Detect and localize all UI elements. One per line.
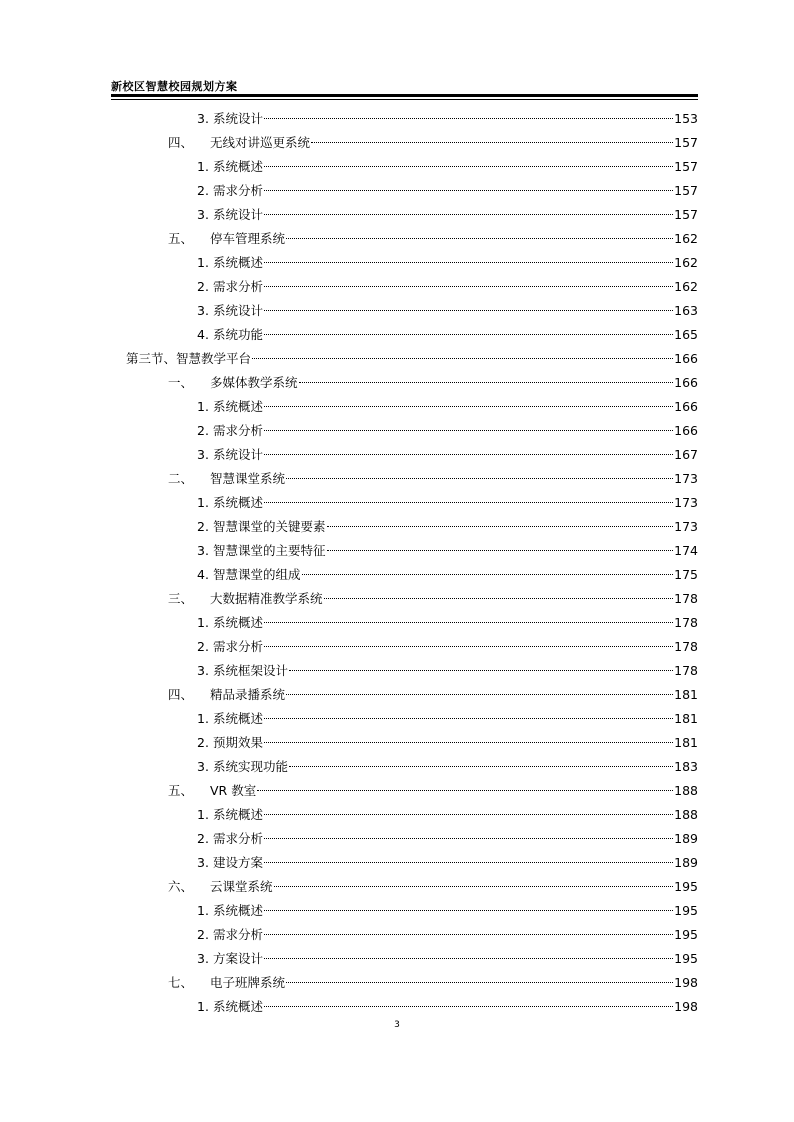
toc-dot-leader	[289, 766, 673, 767]
toc-entry[interactable]	[168, 877, 698, 897]
toc-dot-leader	[264, 742, 673, 743]
toc-dot-leader	[286, 478, 673, 479]
toc-entry-page: 166	[674, 375, 698, 390]
toc-entry-number: 2.	[197, 639, 213, 654]
toc-entry-page: 198	[674, 975, 698, 990]
toc-entry-title: 系统设计	[213, 207, 264, 222]
toc-dot-leader	[264, 934, 673, 935]
toc-entry-page: 173	[674, 471, 698, 486]
toc-entry-title: VR 教室	[210, 783, 257, 798]
toc-entry-page: 166	[674, 351, 698, 366]
toc-entry-number: 1.	[197, 615, 213, 630]
toc-entry[interactable]	[197, 109, 698, 129]
toc-entry-title: 系统功能	[213, 327, 264, 342]
toc-entry-title: 智慧课堂的组成	[213, 567, 301, 582]
toc-entry-title: 智慧课堂的主要特征	[213, 543, 326, 558]
page-number: 3	[394, 1020, 400, 1030]
toc-entry-page: 157	[674, 135, 698, 150]
toc-entry-number: 1.	[197, 159, 213, 174]
toc-entry-number: 2.	[197, 279, 213, 294]
toc-dot-leader	[264, 166, 673, 167]
toc-entry[interactable]	[197, 709, 698, 729]
toc-entry[interactable]	[197, 829, 698, 849]
toc-entry-number: 3.	[197, 207, 213, 222]
toc-entry-number: 3.	[197, 855, 213, 870]
toc-entry-title: 系统概述	[213, 807, 264, 822]
toc-entry[interactable]	[197, 205, 698, 225]
toc-entry[interactable]	[197, 445, 698, 465]
toc-entry-title: 多媒体教学系统	[210, 375, 298, 390]
toc-entry[interactable]	[197, 541, 698, 561]
toc-entry-number: 四、	[168, 135, 194, 150]
toc-entry-page: 178	[674, 615, 698, 630]
toc-dot-leader	[302, 574, 674, 575]
toc-entry[interactable]	[168, 685, 698, 705]
toc-entry-number: 3.	[197, 111, 213, 126]
toc-entry[interactable]	[197, 805, 698, 825]
toc-dot-leader	[264, 454, 673, 455]
toc-entry[interactable]	[168, 133, 698, 153]
toc-entry[interactable]	[168, 589, 698, 609]
toc-dot-leader	[252, 358, 673, 359]
toc-dot-leader	[264, 718, 673, 719]
toc-entry-number: 二、	[168, 471, 194, 486]
toc-entry[interactable]	[197, 421, 698, 441]
toc-dot-leader	[286, 982, 673, 983]
toc-entry-title: 精品录播系统	[210, 687, 286, 702]
toc-entry-page: 181	[674, 711, 698, 726]
toc-dot-leader	[264, 646, 673, 647]
toc-dot-leader	[264, 814, 673, 815]
toc-dot-leader	[327, 550, 674, 551]
toc-entry-title: 系统设计	[213, 447, 264, 462]
toc-entry[interactable]	[168, 973, 698, 993]
toc-entry-number: 2.	[197, 927, 213, 942]
toc-entry-title: 系统概述	[213, 615, 264, 630]
toc-dot-leader	[264, 1006, 673, 1007]
toc-entry-title: 预期效果	[213, 735, 264, 750]
toc-dot-leader	[264, 910, 673, 911]
toc-entry[interactable]	[197, 757, 698, 777]
toc-dot-leader	[311, 142, 673, 143]
toc-entry[interactable]	[197, 325, 698, 345]
toc-entry[interactable]	[197, 565, 698, 585]
toc-dot-leader	[264, 838, 673, 839]
toc-dot-leader	[264, 430, 673, 431]
toc-entry-title: 系统概述	[213, 399, 264, 414]
toc-dot-leader	[264, 334, 673, 335]
toc-entry[interactable]	[197, 181, 698, 201]
toc-entry[interactable]	[197, 301, 698, 321]
toc-entry-title: 系统设计	[213, 111, 264, 126]
toc-entry-number: 五、	[168, 231, 194, 246]
toc-dot-leader	[299, 382, 674, 383]
toc-entry-title: 系统概述	[213, 255, 264, 270]
toc-entry[interactable]	[197, 901, 698, 921]
toc-entry-title: 建设方案	[213, 855, 264, 870]
toc-entry-page: 167	[674, 447, 698, 462]
toc-entry-page: 157	[674, 159, 698, 174]
toc-entry-page: 195	[674, 927, 698, 942]
toc-entry-page: 181	[674, 687, 698, 702]
toc-entry[interactable]	[197, 853, 698, 873]
toc-entry-number: 2.	[197, 519, 213, 534]
toc-entry-title: 系统实现功能	[213, 759, 289, 774]
toc-entry-number: 1.	[197, 903, 213, 918]
toc-entry-title: 系统设计	[213, 303, 264, 318]
toc-dot-leader	[324, 598, 674, 599]
toc-entry-title: 需求分析	[213, 831, 264, 846]
toc-entry-title: 系统概述	[213, 999, 264, 1014]
toc-entry[interactable]	[197, 277, 698, 297]
toc-dot-leader	[286, 694, 673, 695]
toc-entry-page: 166	[674, 423, 698, 438]
toc-entry[interactable]	[197, 253, 698, 273]
toc-entry-page: 195	[674, 951, 698, 966]
toc-entry-page: 189	[674, 855, 698, 870]
toc-entry-page: 157	[674, 183, 698, 198]
toc-dot-leader	[264, 502, 673, 503]
toc-entry-title: 智慧课堂的关键要素	[213, 519, 326, 534]
toc-entry-number: 2.	[197, 831, 213, 846]
toc-entry-page: 173	[674, 495, 698, 510]
toc-entry-title: 大数据精准教学系统	[210, 591, 323, 606]
toc-entry[interactable]	[197, 493, 698, 513]
toc-entry-number: 3.	[197, 303, 213, 318]
toc-entry-page: 162	[674, 279, 698, 294]
toc-entry-number: 4.	[197, 327, 213, 342]
toc-entry-number: 2.	[197, 735, 213, 750]
toc-entry-page: 174	[674, 543, 698, 558]
toc-dot-leader	[327, 526, 674, 527]
toc-entry-number: 1.	[197, 711, 213, 726]
toc-entry-page: 195	[674, 879, 698, 894]
toc-entry-title: 系统概述	[213, 903, 264, 918]
toc-entry-page: 178	[674, 663, 698, 678]
toc-entry-title: 需求分析	[213, 639, 264, 654]
toc-entry-title: 无线对讲巡更系统	[210, 135, 311, 150]
toc-entry-page: 165	[674, 327, 698, 342]
toc-entry-number: 1.	[197, 807, 213, 822]
toc-entry-page: 166	[674, 399, 698, 414]
toc-entry-number: 2.	[197, 183, 213, 198]
toc-entry-number: 一、	[168, 375, 194, 390]
page-header-title: 新校区智慧校园规划方案	[111, 80, 238, 93]
toc-entry[interactable]	[197, 613, 698, 633]
toc-entry[interactable]	[168, 229, 698, 249]
toc-entry-number: 1.	[197, 495, 213, 510]
toc-entry[interactable]	[197, 661, 698, 681]
toc-entry-number: 六、	[168, 879, 194, 894]
toc-entry-page: 175	[674, 567, 698, 582]
toc-entry[interactable]	[126, 349, 698, 369]
toc-entry[interactable]	[197, 157, 698, 177]
toc-dot-leader	[264, 406, 673, 407]
toc-entry-title: 停车管理系统	[210, 231, 286, 246]
toc-dot-leader	[264, 622, 673, 623]
toc-entry-page: 188	[674, 783, 698, 798]
toc-entry-number: 四、	[168, 687, 194, 702]
toc-entry-page: 195	[674, 903, 698, 918]
toc-dot-leader	[264, 214, 673, 215]
toc-dot-leader	[264, 118, 673, 119]
header-rule-thin	[111, 99, 698, 100]
toc-entry-title: 需求分析	[213, 183, 264, 198]
toc-entry-title: 需求分析	[213, 279, 264, 294]
toc-entry-title: 智慧课堂系统	[210, 471, 286, 486]
toc-entry-page: 181	[674, 735, 698, 750]
toc-entry[interactable]	[197, 925, 698, 945]
toc-entry-page: 153	[674, 111, 698, 126]
toc-dot-leader	[264, 262, 673, 263]
toc-entry-page: 178	[674, 639, 698, 654]
toc-entry-title: 系统概述	[213, 159, 264, 174]
toc-entry-number: 三、	[168, 591, 194, 606]
toc-entry-number: 3.	[197, 543, 213, 558]
toc-entry-number: 1.	[197, 999, 213, 1014]
toc-entry-number: 1.	[197, 399, 213, 414]
toc-entry[interactable]	[168, 373, 698, 393]
toc-entry-number: 3.	[197, 951, 213, 966]
toc-entry-title: 需求分析	[213, 927, 264, 942]
toc-dot-leader	[289, 670, 673, 671]
toc-entry-number: 五、	[168, 783, 194, 798]
toc-dot-leader	[257, 790, 673, 791]
toc-entry-page: 178	[674, 591, 698, 606]
toc-entry[interactable]	[197, 997, 698, 1017]
toc-dot-leader	[286, 238, 673, 239]
toc-entry[interactable]	[197, 397, 698, 417]
toc-entry[interactable]	[197, 949, 698, 969]
toc-entry-number: 七、	[168, 975, 194, 990]
toc-entry[interactable]	[168, 781, 698, 801]
toc-entry-title: 云课堂系统	[210, 879, 273, 894]
toc-entry-number: 3.	[197, 663, 213, 678]
toc-entry-title: 需求分析	[213, 423, 264, 438]
toc-entry[interactable]	[197, 517, 698, 537]
toc-entry[interactable]	[197, 637, 698, 657]
toc-entry-page: 198	[674, 999, 698, 1014]
toc-dot-leader	[274, 886, 674, 887]
toc-dot-leader	[264, 862, 673, 863]
toc-entry-page: 162	[674, 255, 698, 270]
toc-entry-number: 2.	[197, 423, 213, 438]
toc-entry-number: 3.	[197, 759, 213, 774]
toc-entry-number: 4.	[197, 567, 213, 582]
toc-entry-title: 系统概述	[213, 495, 264, 510]
toc-entry-title: 电子班牌系统	[210, 975, 286, 990]
toc-entry-page: 188	[674, 807, 698, 822]
toc-entry-page: 163	[674, 303, 698, 318]
toc-entry-page: 162	[674, 231, 698, 246]
toc-entry-number: 1.	[197, 255, 213, 270]
toc-dot-leader	[264, 958, 673, 959]
toc-dot-leader	[264, 286, 673, 287]
toc-dot-leader	[264, 190, 673, 191]
toc-entry[interactable]	[197, 733, 698, 753]
toc-dot-leader	[264, 310, 673, 311]
toc-entry-title: 方案设计	[213, 951, 264, 966]
toc-entry-title: 第三节、智慧教学平台	[126, 351, 252, 366]
toc-entry-title: 系统框架设计	[213, 663, 289, 678]
toc-entry[interactable]	[168, 469, 698, 489]
toc-entry-page: 183	[674, 759, 698, 774]
toc-entry-page: 157	[674, 207, 698, 222]
toc-entry-page: 173	[674, 519, 698, 534]
toc-entry-title: 系统概述	[213, 711, 264, 726]
header-rule-thick	[111, 94, 698, 97]
toc-entry-page: 189	[674, 831, 698, 846]
toc-entry-number: 3.	[197, 447, 213, 462]
